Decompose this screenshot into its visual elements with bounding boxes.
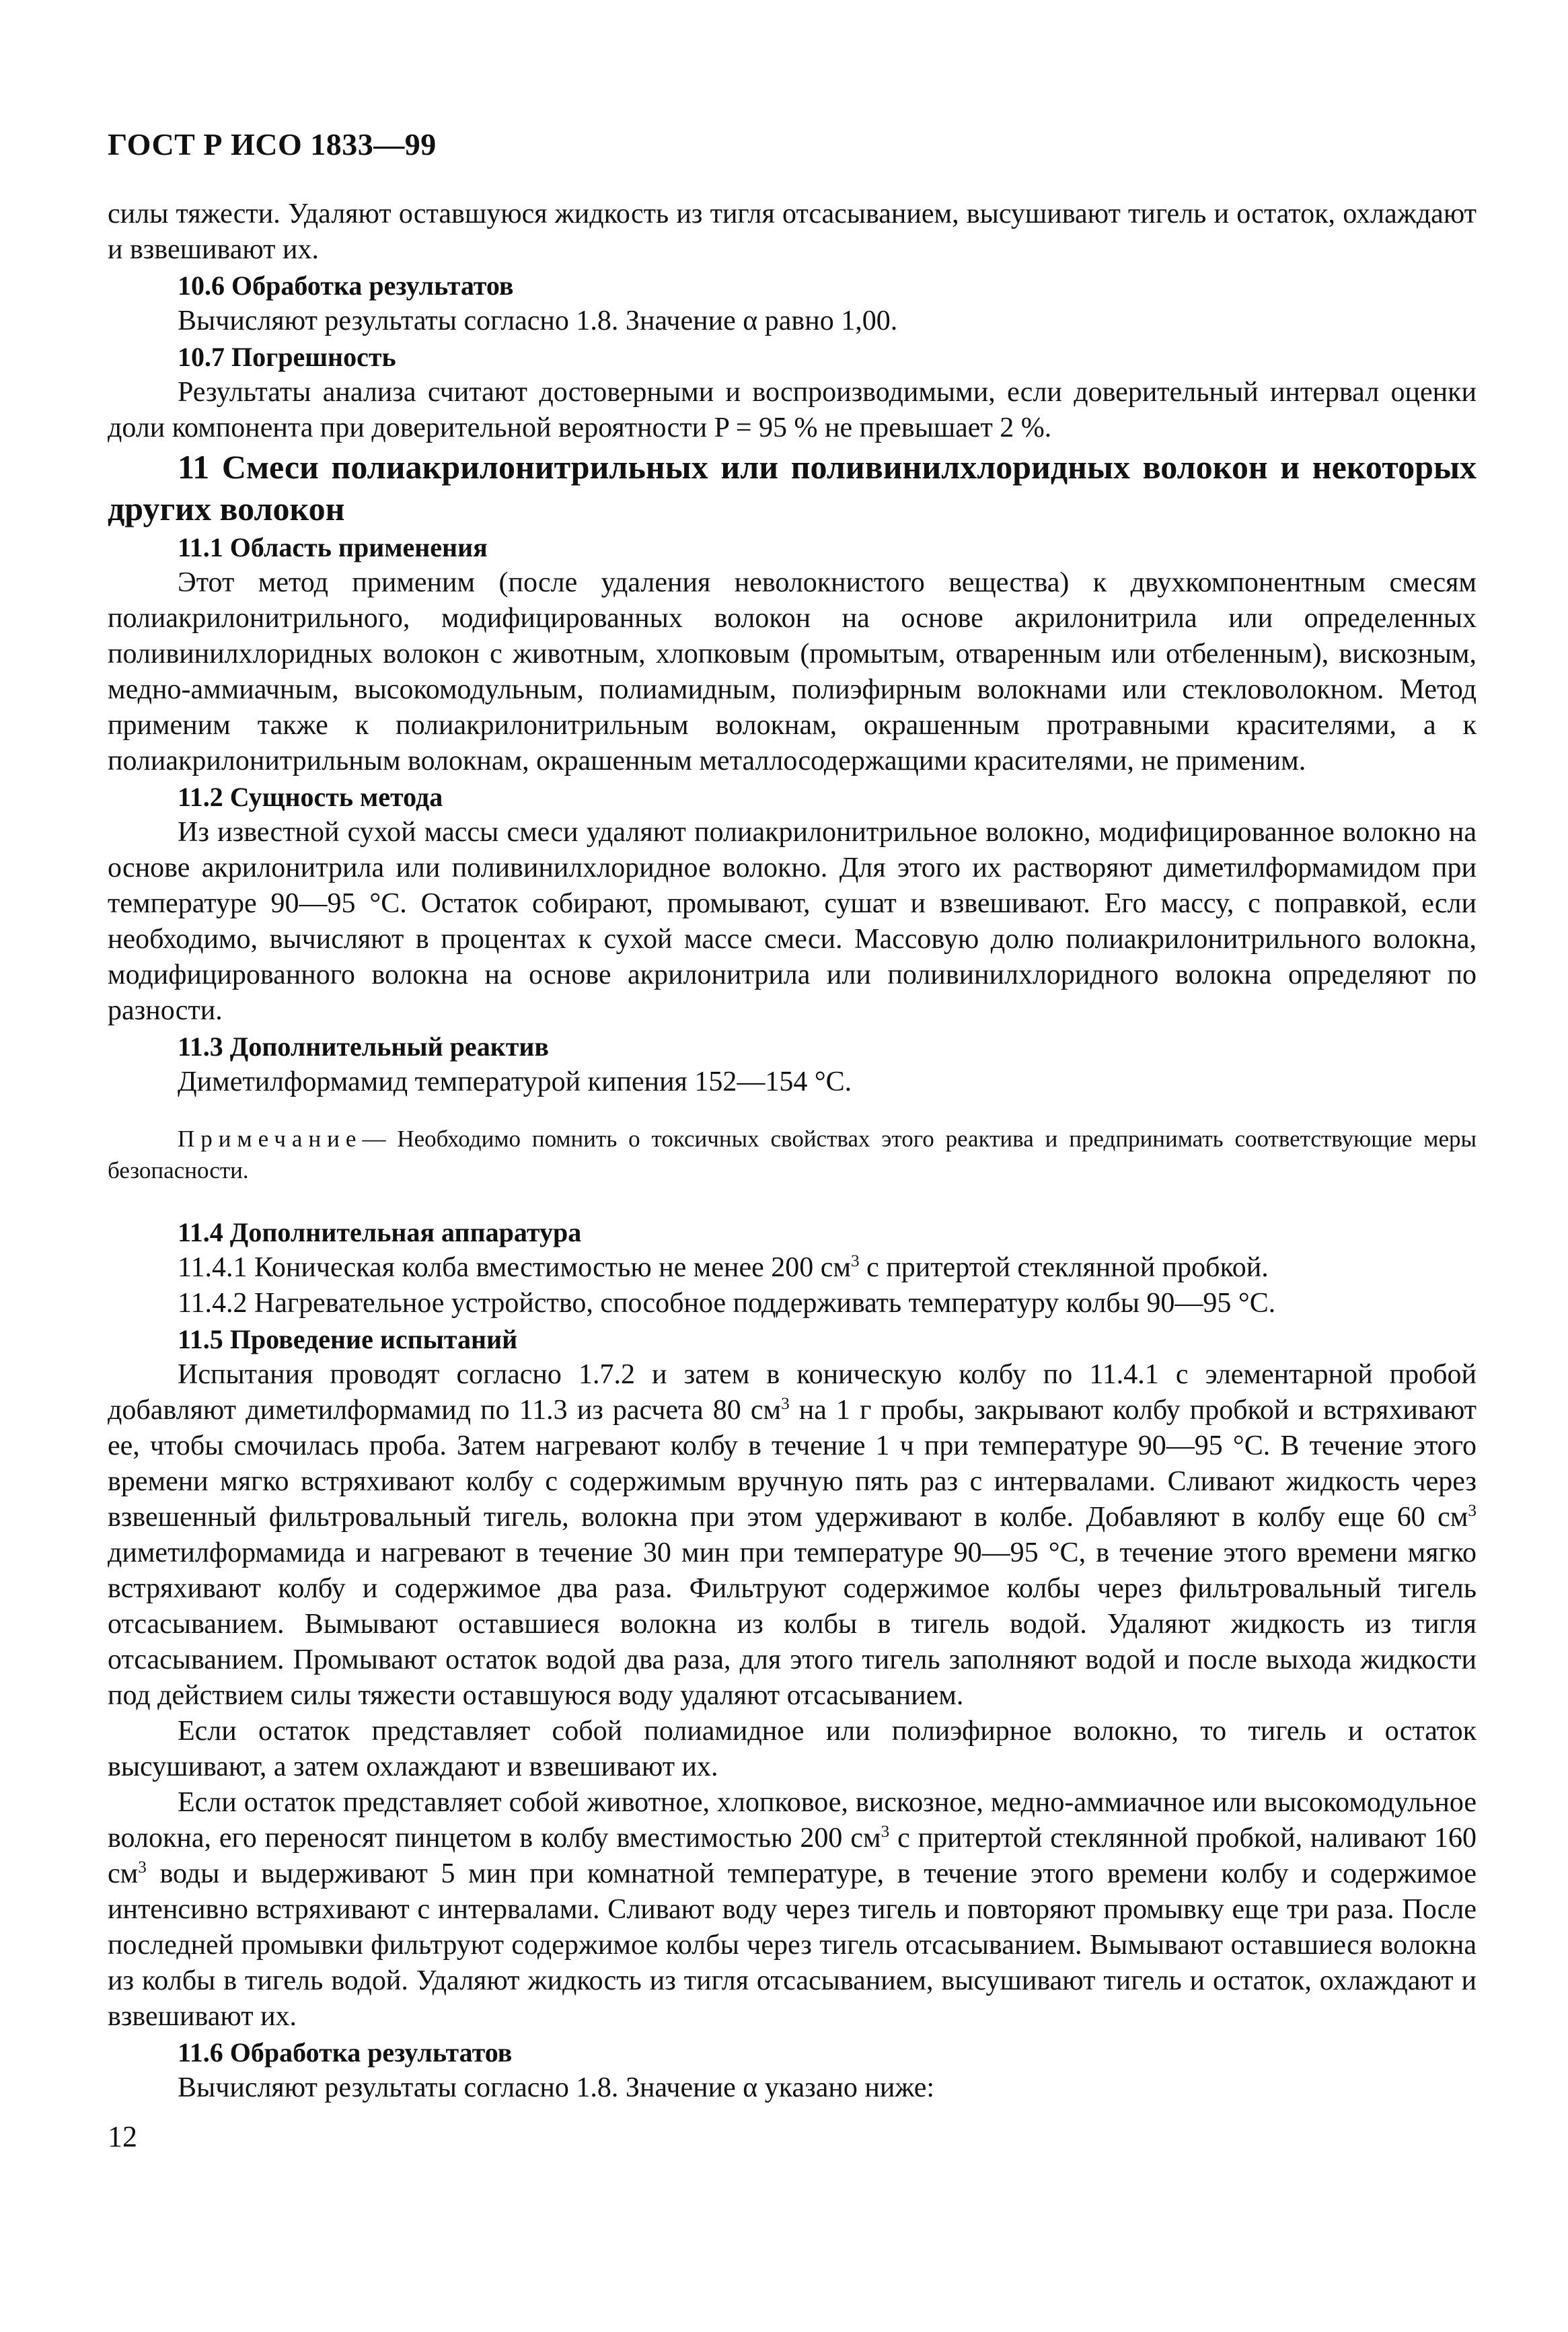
subsection-heading-11-1: 11.1 Область применения xyxy=(178,532,488,562)
paragraph-10-7: Результаты анализа считают достоверными и воспроизводимыми, если доверительный интервал оценки доли компонента при доверительной вероятности P = 95 % не превышает 2 %. xyxy=(108,377,1477,443)
subsection-heading-10-7: 10.7 Погрешность xyxy=(178,342,396,372)
superscript: 3 xyxy=(781,1395,790,1413)
text-run: на 1 г пробы, закрывают колбу пробкой и встряхивают ее, чтобы смочилась проба. Затем нагревают колбу в течение 1 ч при температуре 90—95 °С. В течение этого времени мягко встряхивают колбу с содержимым вручную пять раз с интервалами. Сливают жидкость через взвешенный фильтровальный тигель, волокна при этом удерживают в колбе. Добавляют в колбу еще 60 см xyxy=(108,1395,1477,1533)
paragraph-11-2: Из известной сухой массы смеси удаляют полиакрилонитрильное волокно, модифицированное волокно на основе акрилонитрила или поливинилхлоридное волокно. Для этого их растворяют диметилформамидом при температуре 90—95 °С. Остаток собирают, промывают, сушат и взвешивают. Его массу, с поправкой, если необходимо, вычисляют в процентах к сухой массе смеси. Массовую долю полиакрилонитрильного волокна, модифицированного волокна на основе акрилонитрила или поливинилхлоридного волокна определяют по разности. xyxy=(108,817,1477,1026)
text-run: с притертой стеклянной пробкой, наливают 160 см xyxy=(108,1823,1477,1889)
superscript: 3 xyxy=(851,1252,860,1270)
subsection-heading-10-6: 10.6 Обработка результатов xyxy=(178,270,514,301)
subsection-heading-11-5: 11.5 Проведение испытаний xyxy=(178,1324,518,1354)
subsection-heading-11-3: 11.3 Дополнительный реактив xyxy=(178,1031,550,1062)
note-block xyxy=(108,1123,1477,1186)
superscript: 3 xyxy=(1468,1502,1477,1520)
paragraph-11-4-1 xyxy=(108,1250,1477,1286)
page-number: 12 xyxy=(108,2120,137,2153)
paragraph-11-5-c xyxy=(108,1785,1477,2035)
section-title-11: 11 Смеси полиакрилонитрильных или поливинилхлоридных волокон и некоторых других волокон xyxy=(108,448,1477,527)
superscript: 3 xyxy=(138,1858,147,1876)
note-text: — Необходимо помнить о токсичных свойствах этого реактива и предпринимать соответствующие меры безопасности. xyxy=(108,1126,1477,1183)
text-run: Если остаток представляет собой животное, хлопковое, вискозное, медно-аммиачное или высокомодульное волокна, его переносят пинцетом в колбу вместимостью 200 см xyxy=(108,1787,1477,1854)
paragraph-11-1: Этот метод применим (после удаления неволокнистого вещества) к двухкомпонентным смесям полиакрилонитрильного, модифицированных волокон на основе акрилонитрила или определенных поливинилхлоридных волокон с животным, хлопковым (промытым, отваренным или отбеленным), вискозным, медно-аммиачным, высокомодульным, полиамидным, полиэфирным волокнами или стекловолокном. Метод применим также к полиакрилонитрильным волокнам, окрашенным протравными красителями, а к полиакрилонитрильным волокнам, окрашенным металлосодержащими красителями, не применим. xyxy=(108,567,1477,776)
paragraph-11-4-2: 11.4.2 Нагревательное устройство, способное поддерживать температуру колбы 90—95 °С. xyxy=(178,1288,1276,1319)
superscript: 3 xyxy=(881,1823,890,1841)
text-run: с притертой стеклянной пробкой. xyxy=(859,1252,1269,1283)
subsection-heading-11-4: 11.4 Дополнительная аппаратура xyxy=(178,1217,582,1247)
paragraph-10-6: Вычисляют результаты согласно 1.8. Значение α равно 1,00. xyxy=(178,305,898,336)
paragraph-11-6: Вычисляют результаты согласно 1.8. Значение α указано ниже: xyxy=(178,2072,935,2103)
document-body xyxy=(108,196,1477,2106)
paragraph-11-5-a xyxy=(108,1357,1477,1714)
subsection-heading-11-6: 11.6 Обработка результатов xyxy=(178,2037,513,2068)
paragraph-11-5-b: Если остаток представляет собой полиамидное или полиэфирное волокно, то тигель и остаток высушивают, а затем охлаждают и взвешивают их. xyxy=(108,1716,1477,1782)
paragraph-continuation: силы тяжести. Удаляют оставшуюся жидкость из тигля отсасыванием, высушивают тигель и остаток, охлаждают и взвешивают их. xyxy=(108,198,1477,265)
paragraph-11-3: Диметилформамид температурой кипения 152—154 °С. xyxy=(178,1066,852,1097)
document-code-header: ГОСТ Р ИСО 1833—99 xyxy=(108,127,437,161)
subsection-heading-11-2: 11.2 Сущность метода xyxy=(178,782,443,812)
text-run: 11.4.1 Коническая колба вместимостью не менее 200 см xyxy=(178,1252,852,1283)
text-run: Испытания проводят согласно 1.7.2 и затем в коническую колбу по 11.4.1 с элементарной пробой добавляют диметилформамид по 11.3 из расчета 80 см xyxy=(108,1359,1477,1426)
text-run: воды и выдерживают 5 мин при комнатной температуре, в течение этого времени колбу и содержимое интенсивно встряхивают с интервалами. Сливают воду через тигель и повторяют промывку еще три раза. После последней промывки фильтруют содержимое колбы через тигель отсасыванием. Вымывают оставшиеся волокна из колбы в тигель водой. Удаляют жидкость из тигля отсасыванием, высушивают тигель и остаток, охлаждают и взвешивают их. xyxy=(108,1858,1477,2032)
note-label: Примечание xyxy=(178,1126,363,1152)
text-run: диметилформамида и нагревают в течение 30 мин при температуре 90—95 °С, в течение этого времени мягко встряхивают колбу и содержимое два раза. Фильтруют содержимое колбы через фильтровальный тигель отсасыванием. Вымывают оставшиеся волокна из колбы в тигель водой. Удаляют жидкость из тигля отсасыванием. Промывают остаток водой два раза, для этого тигель заполняют водой и после выхода жидкости под действием силы тяжести оставшуюся воду удаляют отсасыванием. xyxy=(108,1537,1477,1711)
